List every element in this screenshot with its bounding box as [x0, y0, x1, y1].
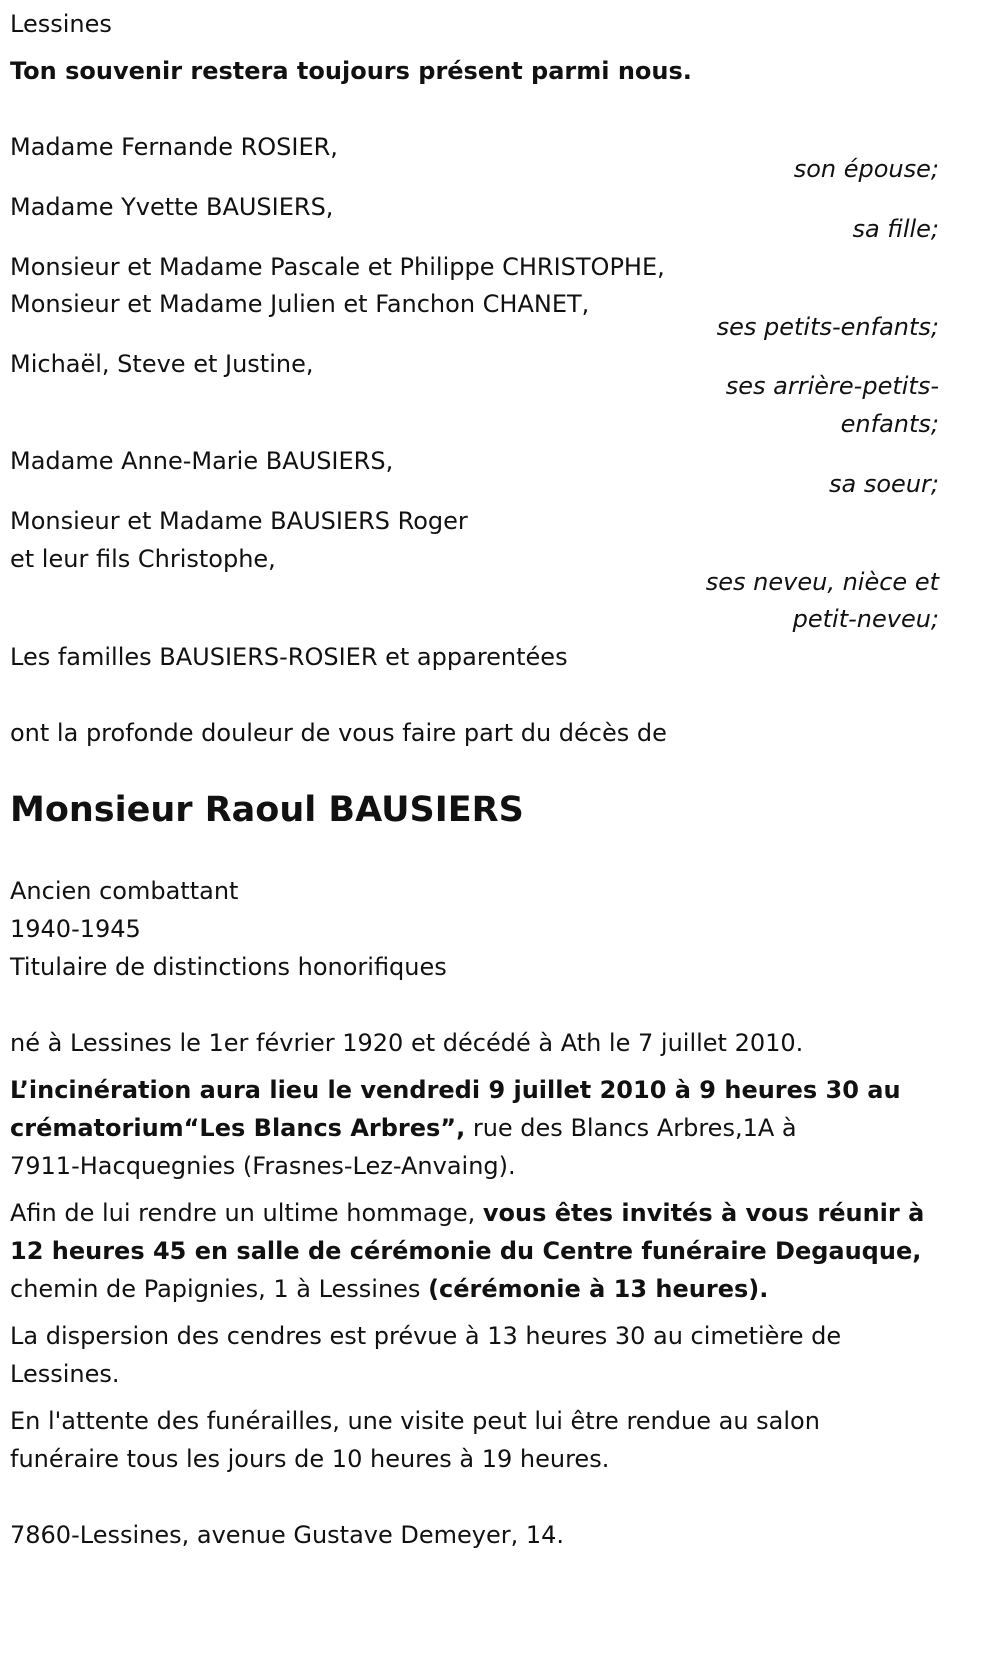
- ceremony-time: (cérémonie à 13 heures).: [428, 1275, 769, 1303]
- address-line: 7860-Lessines, avenue Gustave Demeyer, 14.: [10, 1521, 565, 1549]
- ashes-line-1: La dispersion des cendres est prévue à 13 heures 30 au cimetière de: [10, 1322, 842, 1350]
- family-relation: ses arrière-petits-: [725, 372, 939, 400]
- visit-line-2: funéraire tous les jours de 10 heures à 19 heures.: [10, 1445, 610, 1473]
- family-name: Monsieur et Madame BAUSIERS Roger: [10, 507, 468, 535]
- deceased-title: 1940-1945: [10, 915, 141, 943]
- tribute-line-2: 12 heures 45 en salle de cérémonie du Centre funéraire Degauque,: [10, 1237, 922, 1265]
- family-name: et leur fils Christophe,: [10, 545, 276, 573]
- tribute-line-3: [10, 1270, 768, 1308]
- family-name: Madame Anne-Marie BAUSIERS,: [10, 447, 394, 475]
- deceased-name: Monsieur Raoul BAUSIERS: [10, 790, 524, 830]
- motto: Ton souvenir restera toujours présent parmi nous.: [10, 57, 692, 85]
- family-name: Monsieur et Madame Julien et Fanchon CHANET,: [10, 290, 590, 318]
- visit-line-1: En l'attente des funérailles, une visite peut lui être rendue au salon: [10, 1407, 820, 1435]
- tribute-address: chemin de Papignies, 1 à Lessines: [10, 1275, 429, 1303]
- announcement: ont la profonde douleur de vous faire part du décès de: [10, 719, 667, 747]
- crematorium-name: crématorium“Les Blancs Arbres”,: [10, 1114, 466, 1142]
- city-heading: Lessines: [10, 10, 112, 38]
- tribute-intro: Afin de lui rendre un ultime hommage,: [10, 1199, 483, 1227]
- family-name: Madame Yvette BAUSIERS,: [10, 193, 334, 221]
- cremation-line-2: [10, 1109, 797, 1147]
- ashes-line-2: Lessines.: [10, 1360, 120, 1388]
- family-relation: ses petits-enfants;: [716, 313, 939, 341]
- tribute-line-1: [10, 1194, 924, 1232]
- family-relation: sa fille;: [852, 215, 939, 243]
- crematorium-address: rue des Blancs Arbres,1A à: [465, 1114, 797, 1142]
- birth-death: né à Lessines le 1er février 1920 et décédé à Ath le 7 juillet 2010.: [10, 1029, 804, 1057]
- cremation-line-1: L’incinération aura lieu le vendredi 9 juillet 2010 à 9 heures 30 au: [10, 1076, 901, 1104]
- family-name: Madame Fernande ROSIER,: [10, 133, 338, 161]
- cremation-line-3: 7911-Hacquegnies (Frasnes-Lez-Anvaing).: [10, 1152, 516, 1180]
- family-relation: ses neveu, nièce et: [705, 568, 939, 596]
- family-relation: son épouse;: [793, 155, 939, 183]
- deceased-title: Titulaire de distinctions honorifiques: [10, 953, 447, 981]
- family-name: Monsieur et Madame Pascale et Philippe CHRISTOPHE,: [10, 253, 665, 281]
- family-name: Michaël, Steve et Justine,: [10, 350, 314, 378]
- family-relation: petit-neveu;: [792, 605, 939, 633]
- tribute-invite: vous êtes invités à vous réunir à: [482, 1199, 925, 1227]
- family-relation: enfants;: [840, 410, 939, 438]
- families-line: Les familles BAUSIERS-ROSIER et apparentées: [10, 643, 568, 671]
- deceased-title: Ancien combattant: [10, 877, 239, 905]
- family-relation: sa soeur;: [829, 470, 939, 498]
